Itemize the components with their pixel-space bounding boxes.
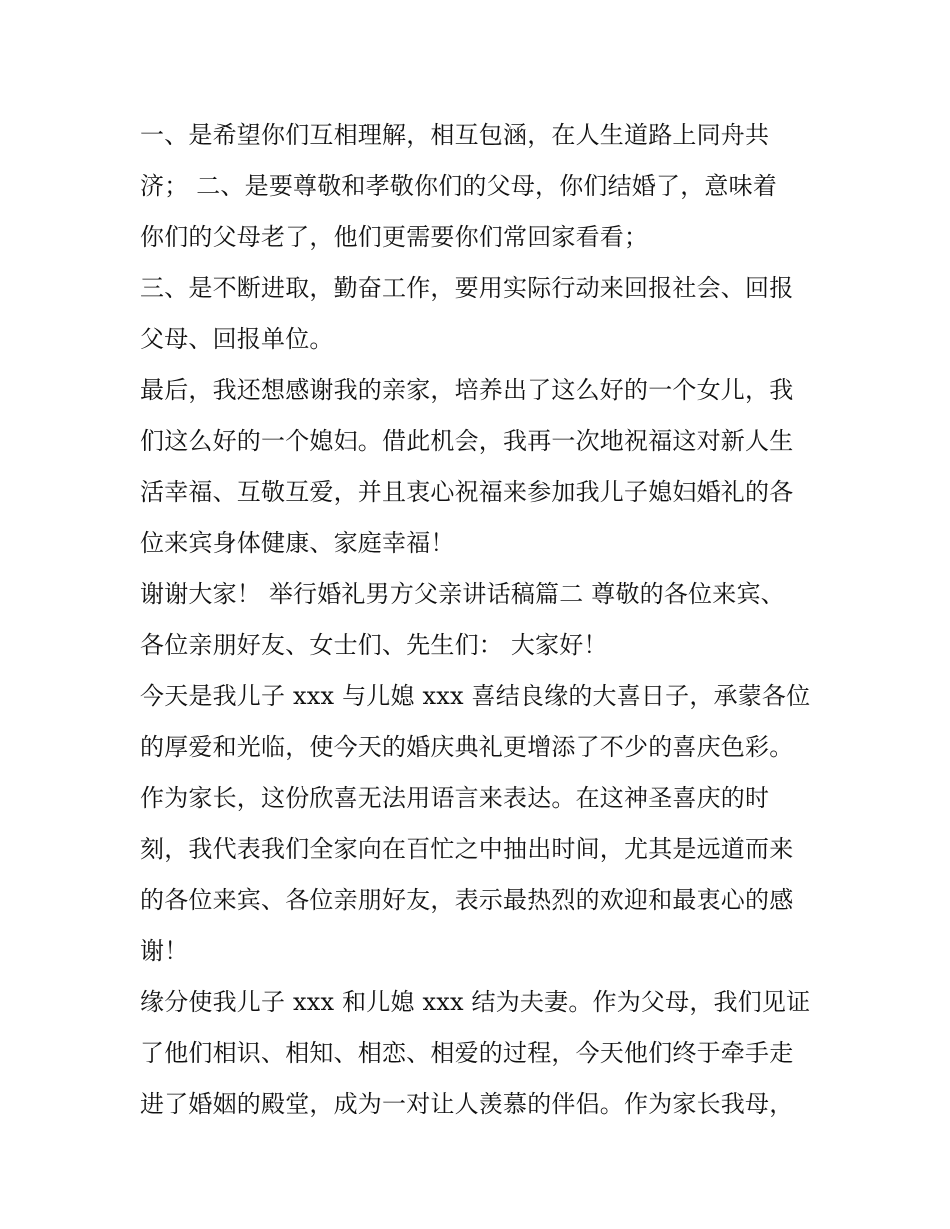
text-line: 谢谢大家！ 举行婚礼男方父亲讲话稿篇二 尊敬的各位来宾、 — [140, 580, 785, 608]
text-line: 谢！ — [140, 937, 189, 965]
text-line: 的各位来宾、各位亲朋好友，表示最热烈的欢迎和最衷心的感 — [140, 886, 794, 914]
text-line: 各位亲朋好友、女士们、先生们： 大家好！ — [140, 631, 608, 659]
text-line: 位来宾身体健康、家庭幸福！ — [140, 529, 455, 557]
text-line: 刻，我代表我们全家向在百忙之中抽出时间，尤其是远道而来 — [140, 835, 794, 863]
text-line: 一、是希望你们互相理解，相互包涵，在人生道路上同舟共 — [140, 121, 770, 149]
text-line: 你们的父母老了，他们更需要你们常回家看看； — [140, 223, 649, 251]
text-line: 父母、回报单位。 — [140, 325, 334, 353]
text-line: 三、是不断进取，勤奋工作，要用实际行动来回报社会、回报 — [140, 274, 794, 302]
document-body — [140, 110, 816, 1130]
text-line: 活幸福、互敬互爱，并且衷心祝福来参加我儿子媳妇婚礼的各 — [140, 478, 794, 506]
text-line: 今天是我儿子 xxx 与儿媳 xxx 喜结良缘的大喜日子，承蒙各位 — [140, 682, 811, 710]
text-line: 们这么好的一个媳妇。借此机会，我再一次地祝福这对新人生 — [140, 427, 794, 455]
text-line: 了他们相识、相知、相恋、相爱的过程，今天他们终于牵手走 — [140, 1039, 794, 1067]
text-line: 济； 二、是要尊敬和孝敬你们的父母，你们结婚了，意味着 — [140, 172, 778, 200]
text-line: 的厚爱和光临，使今天的婚庆典礼更增添了不少的喜庆色彩。 — [140, 733, 794, 761]
text-line: 作为家长，这份欣喜无法用语言来表达。在这神圣喜庆的时 — [140, 784, 770, 812]
text-line: 缘分使我儿子 xxx 和儿媳 xxx 结为夫妻。作为父母，我们见证 — [140, 988, 811, 1016]
text-line: 最后，我还想感谢我的亲家，培养出了这么好的一个女儿，我 — [140, 376, 794, 404]
text-line: 进了婚姻的殿堂，成为一对让人羡慕的伴侣。作为家长我母， — [140, 1090, 794, 1118]
